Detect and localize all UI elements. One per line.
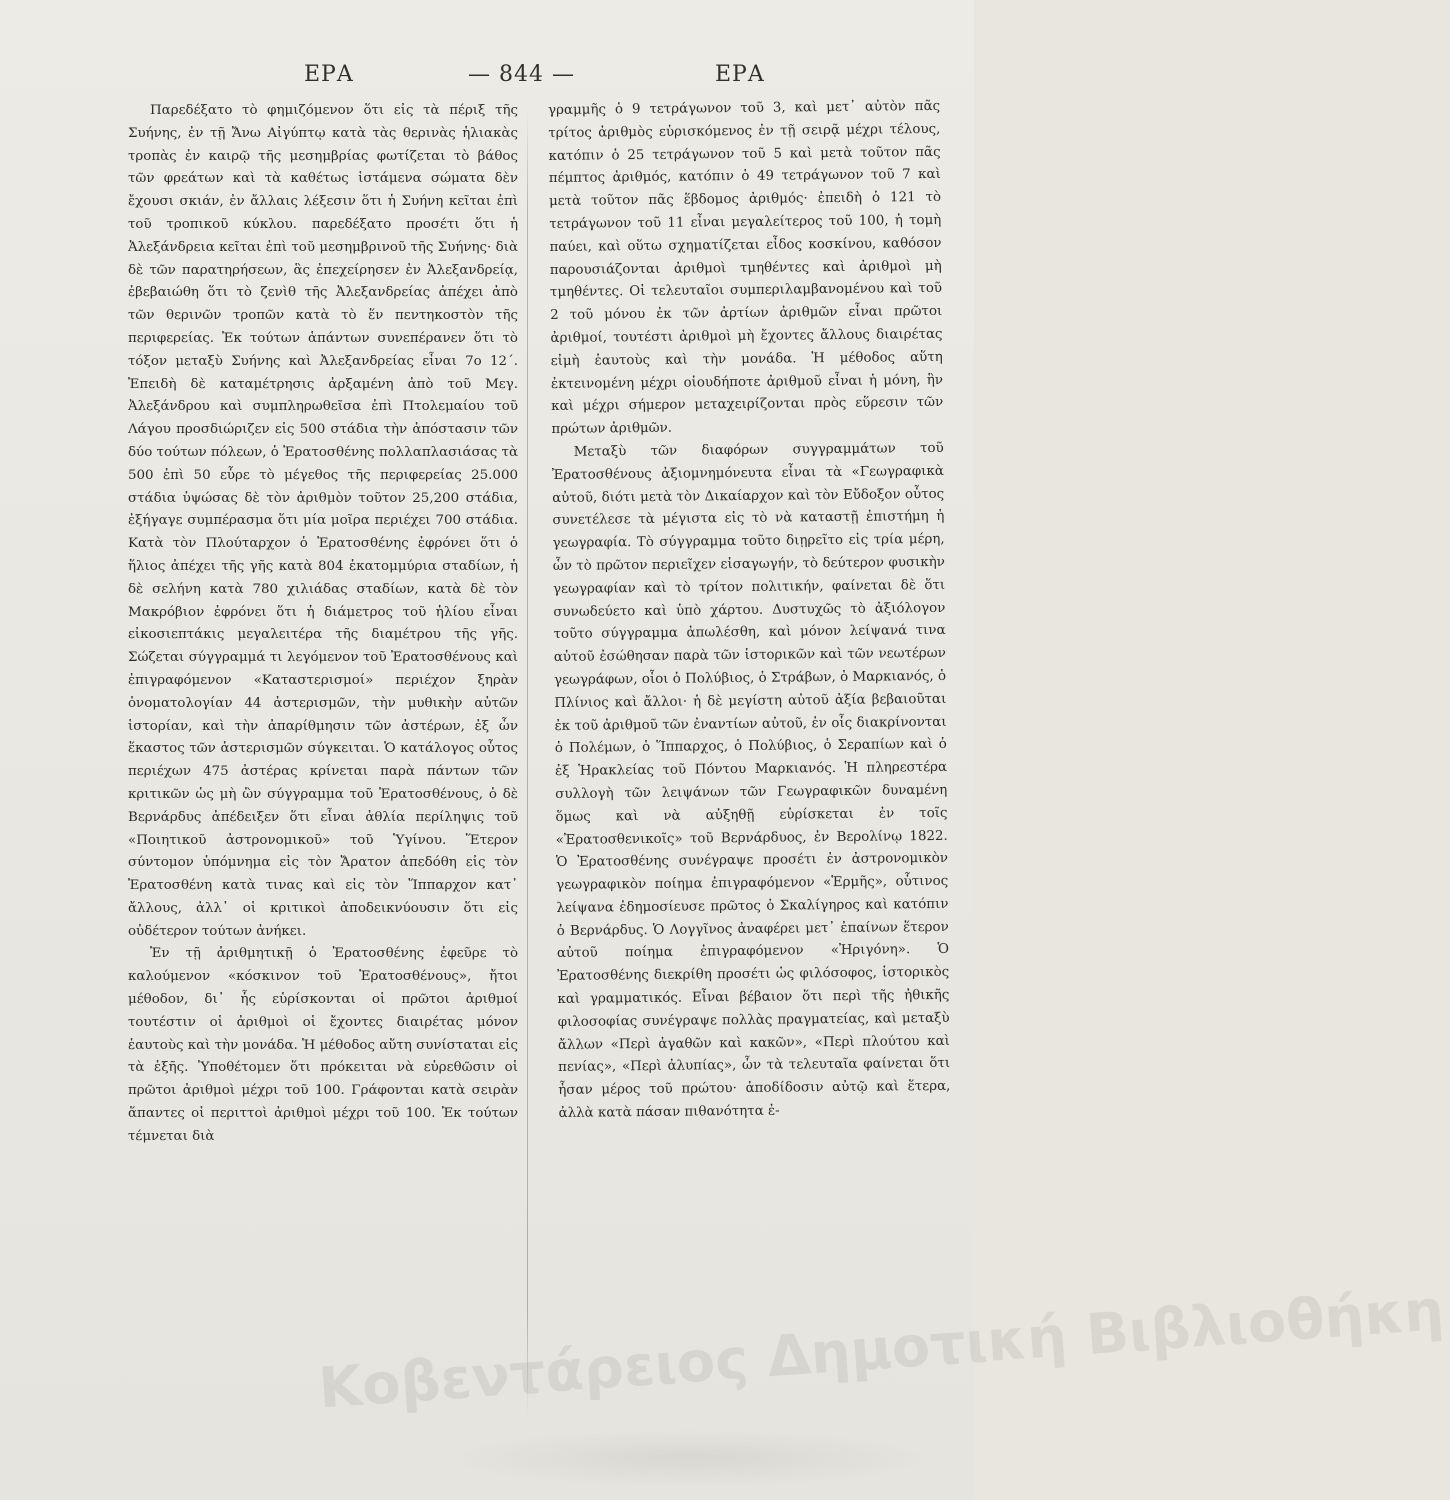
header-right-word: ΕΡΑ <box>715 62 765 87</box>
scan-smudge <box>440 1428 940 1488</box>
paragraph-sieve-continued: γραμμῆς ὁ 9 τετράγωνον τοῦ 3, καὶ μετ᾽ αὐτὸν πᾶς τρίτος ἀριθμὸς εὑρισκόμενος ἐν τῇ σειρᾷ μέχρι τέλους, κατόπιν ὁ 25 τετράγωνον τοῦ 5 καὶ μετὰ τοῦτον πᾶς πέμπτος ἀριθμός, κατόπιν ὁ 49 τετράγωνον τοῦ 7 καὶ μετὰ τοῦτον πᾶς ἕβδομος ἀριθμός· ἐπειδὴ ὁ 121 τὸ τετράγωνον τοῦ 11 εἶναι μεγαλείτερος τοῦ 100, ἡ τομὴ παύει, καὶ οὕτω σχηματίζεται εἶδος κοσκίνου, καθόσον παρουσιάζονται ἀριθμοὶ τμηθέντες καὶ ἀριθμοὶ μὴ τμηθέντες. Οἱ τελευταῖοι συμπεριλαμβανομένου καὶ τοῦ 2 τοῦ μόνου ἐκ τῶν ἀρτίων ἀριθμῶν εἶναι πρῶτοι ἀριθμοί, τουτέστι ἀριθμοὶ μὴ ἔχοντες ἄλλους διαιρέτας εἰμὴ ἑαυτοὺς καὶ τὴν μονάδα. Ἡ μέθοδος αὕτη ἐκτεινομένη μέχρι οἱουδήποτε ἀριθμοῦ εἶναι ἡ μόνη, ἣν καὶ μέχρι σήμερον μεταχειρίζονται πρὸς εὕρεσιν τῶν πρώτων ἀριθμῶν. <box>548 98 944 438</box>
paragraph-eratosthenes-measurement: Παρεδέξατο τὸ φημιζόμενον ὅτι εἰς τὰ πέριξ τῆς Συήνης, ἐν τῇ Ἄνω Αἰγύπτῳ κατὰ τὰς θερινὰς ἡλιακὰς τροπὰς ἐν καιρῷ τῆς μεσημβρίας φωτίζεται τὸ βάθος τῶν φρεάτων καὶ τὰ καθέτως ἱστάμενα σώματα δὲν ἔχουσι σκιάν, ἐν ἄλλαις λέξεσιν ὅτι ἡ Συήνη κεῖται ἐπὶ τοῦ τροπικοῦ κύκλου. παρεδέξατο προσέτι ὅτι ἡ Ἀλεξάνδρεια κεῖται ἐπὶ τοῦ μεσημβρινοῦ τῆς Συήνης· διὰ δὲ τῶν παρατηρήσεων, ἃς ἐπεχείρησεν ἐν Ἀλεξανδρείᾳ, ἐβεβαιώθη ὅτι τὸ ζενὶθ τῆς Ἀλεξανδρείας ἀπέχει ἀπὸ τῶν θερινῶν τροπῶν κατὰ τὸ ἕν πεντηκοστὸν τῆς περιφερείας. Ἐκ τούτων ἁπάντων συνεπέρανεν ὅτι τὸ τόξον μεταξὺ Συήνης καὶ Ἀλεξανδρείας εἶναι 7ο 12΄. Ἐπειδὴ δὲ καταμέτρησις ἀρξαμένη ἀπὸ τοῦ Μεγ. Ἀλεξάνδρου καὶ συμπληρωθεῖσα ἐπὶ Πτολεμαίου τοῦ Λάγου προσδιώριζεν εἰς 500 στάδια τὴν ἀπόστασιν τῶν δύο τούτων πόλεων, ὁ Ἐρατοσθένης πολλαπλασιάσας τὰ 500 ἐπὶ 50 εὗρε τὸ μέγεθος τῆς περιφερείας 25.000 στάδια ὑψώσας δὲ τὸν ἀριθμὸν τοῦτον 25,200 στάδια, ἐξήγαγε συμπέρασμα ὅτι μία μοῖρα περιέχει 700 στάδια. Κατὰ τὸν Πλούταρχον ὁ Ἐρατοσθένης ἐφρόνει ὅτι ὁ ἥλιος ἀπέχει τῆς γῆς κατὰ 804 ἑκατομμύρια σταδίων, ἡ δὲ σελήνη κατὰ 780 χιλιάδας σταδίων, κατὰ δὲ τὸν Μακρόβιον ἐφρόνει ὅτι ἡ διάμετρος τοῦ ἡλίου εἶναι εἰκοσιεπτάκις μεγαλειτέρα τῆς διαμέτρου τῆς γῆς. Σώζεται σύγγραμμά τι λεγόμενον τοῦ Ἐρατοσθένους καὶ ἐπιγραφόμενον «Καταστερισμοί» περιέχον ξηρὰν ὀνοματολογίαν 44 ἀστερισμῶν, τὴν μυθικὴν αὐτῶν ἱστορίαν, καὶ τὴν ἀπαρίθμησιν τῶν ἀστέρων, ἐξ ὧν ἕκαστος τῶν ἀστερισμῶν σύγκειται. Ὁ κατάλογος οὗτος περιέχων 475 ἀστέρας κρίνεται παρὰ πάντων τῶν κριτικῶν ὡς μὴ ὢν σύγγραμμα τοῦ Ἐρατοσθένους, ὁ δὲ Βερνάρδυς ἀπέδειξεν ὅτι εἶναι ἀθλία περίληψις τοῦ «Ποιητικοῦ ἀστρονομικοῦ» τοῦ Ὑγίνου. Ἕτερον σύντομον ὑπόμνημα εἰς τὸν Ἄρατον ἀπεδόθη εἰς τὸν Ἐρατοσθένη κατὰ τινας καὶ εἰς τὸν Ἵππαρχον κατ᾽ ἄλλους, ἀλλ᾽ οἱ κριτικοὶ ἀποδεικνύουσιν ὅτι εἰς οὐδέτερον τούτων ἀνήκει. <box>128 103 518 939</box>
left-column <box>128 100 518 1149</box>
column-divider <box>527 108 528 1418</box>
header-left-word: ΕΡΑ <box>304 62 354 87</box>
running-header <box>0 58 974 98</box>
paragraph-geographika: Μεταξὺ τῶν διαφόρων συγγραμμάτων τοῦ Ἐρατοσθένους ἀξιομνημόνευτα εἶναι τὰ «Γεωγραφικὰ αὐτοῦ, διότι μετὰ τὸν Δικαίαρχον καὶ τὸν Εὔδοξον οὗτος συνετέλεσε τὰ μέγιστα εἰς τὸ νὰ καταστῇ ἐπιστήμη ἡ γεωγραφία. Τὸ σύγγραμμα τοῦτο διῃρεῖτο εἰς τρία μέρη, ὧν τὸ πρῶτον περιεῖχεν εἰσαγωγήν, τὸ δεύτερον φυσικὴν γεωγραφίαν καὶ τὸ τρίτον πολιτικήν, φαίνεται δὲ ὅτι συνωδεύετο καὶ ὑπὸ χάρτου. Δυστυχῶς τὸ ἀξιόλογον τοῦτο σύγγραμμα ἀπωλέσθη, καὶ μόνον λείψανά τινα αὐτοῦ ἐσώθησαν παρὰ τῶν ἱστορικῶν καὶ τῶν νεωτέρων γεωγράφων, οἷοι ὁ Πολύβιος, ὁ Στράβων, ὁ Μαρκιανός, ὁ Πλίνιος καὶ ἄλλοι· ἡ δὲ μεγίστη αὐτοῦ ἀξία βεβαιοῦται ἐκ τοῦ ἀριθμοῦ τῶν ἐναντίων αὐτοῦ, ἐν οἷς διακρίνονται ὁ Πολέμων, ὁ Ἵππαρχος, ὁ Πολύβιος, ὁ Σεραπίων καὶ ὁ ἐξ Ἡρακλείας τοῦ Πόντου Μαρκιανός. Ἡ πληρεστέρα συλλογὴ τῶν λειψάνων τῶν Γεωγραφικῶν δυναμένη ὅμως καὶ νὰ αὐξηθῇ εὑρίσκεται ἐν τοῖς «Ἐρατοσθενικοῖς» τοῦ Βερνάρδυος, ἐν Βερολίνῳ 1822. Ὁ Ἐρατοσθένης συνέγραψε προσέτι ἐν ἀστρονομικὸν γεωγραφικὸν ποίημα ἐπιγραφόμενον «Ἑρμῆς», οὗτινος λείψανα ἐδημοσίευσε πρῶτος ὁ Σκαλίγηρος καὶ κατόπιν ὁ Βερνάρδυς. Ὁ Λογγῖνος ἀναφέρει μετ᾽ ἐπαίνων ἕτερον αὐτοῦ ποίημα ἐπιγραφόμενον «Ἠριγόνη». Ὁ Ἐρατοσθένης διεκρίθη προσέτι ὡς φιλόσοφος, ἱστορικὸς καὶ γραμματικός. Εἶναι βέβαιον ὅτι περὶ τῆς ἠθικῆς φιλοσοφίας συνέγραψε πολλὰς πραγματείας, καὶ μεταξὺ ἄλλων «Περὶ ἀγαθῶν καὶ κακῶν», «Περὶ πλούτου καὶ πενίας», «Περὶ ἀλυπίας», ὧν τὰ τελευταῖα φαίνεται ὅτι ἦσαν μέρος τοῦ πρώτου· ἀποδίδοσιν αὐτῷ καὶ ἕτερα, ἀλλὰ κατὰ πάσαν πιθανότητα ἐ- <box>551 440 951 1122</box>
page-number: — 844 — <box>468 62 575 87</box>
right-column <box>548 96 951 1126</box>
paragraph-sieve-intro: Ἐν τῇ ἀριθμητικῇ ὁ Ἐρατοσθένης ἐφεῦρε τὸ καλούμενον «κόσκινον τοῦ Ἐρατοσθένους», ἤτοι μέθοδον, δι᾽ ἧς εὑρίσκονται οἱ πρῶτοι ἀριθμοί τουτέστιν οἱ ἀριθμοὶ οἱ ἔχοντες διαιρέτας μόνον ἑαυτοὺς καὶ τὴν μονάδα. Ἡ μέθοδος αὕτη συνίσταται εἰς τὰ ἑξῆς. Ὑποθέτομεν ὅτι πρόκειται νὰ εὑρεθῶσιν οἱ πρῶτοι ἀριθμοὶ μέχρι τοῦ 100. Γράφονται κατὰ σειρὰν ἅπαντες οἱ περιττοὶ ἀριθμοὶ μέχρι τοῦ 100. Ἐκ τούτων τέμνεται διὰ <box>128 946 519 1144</box>
library-watermark: Κοβεντάρειος Δημοτική Βιβλιοθήκη <box>316 1278 1446 1422</box>
